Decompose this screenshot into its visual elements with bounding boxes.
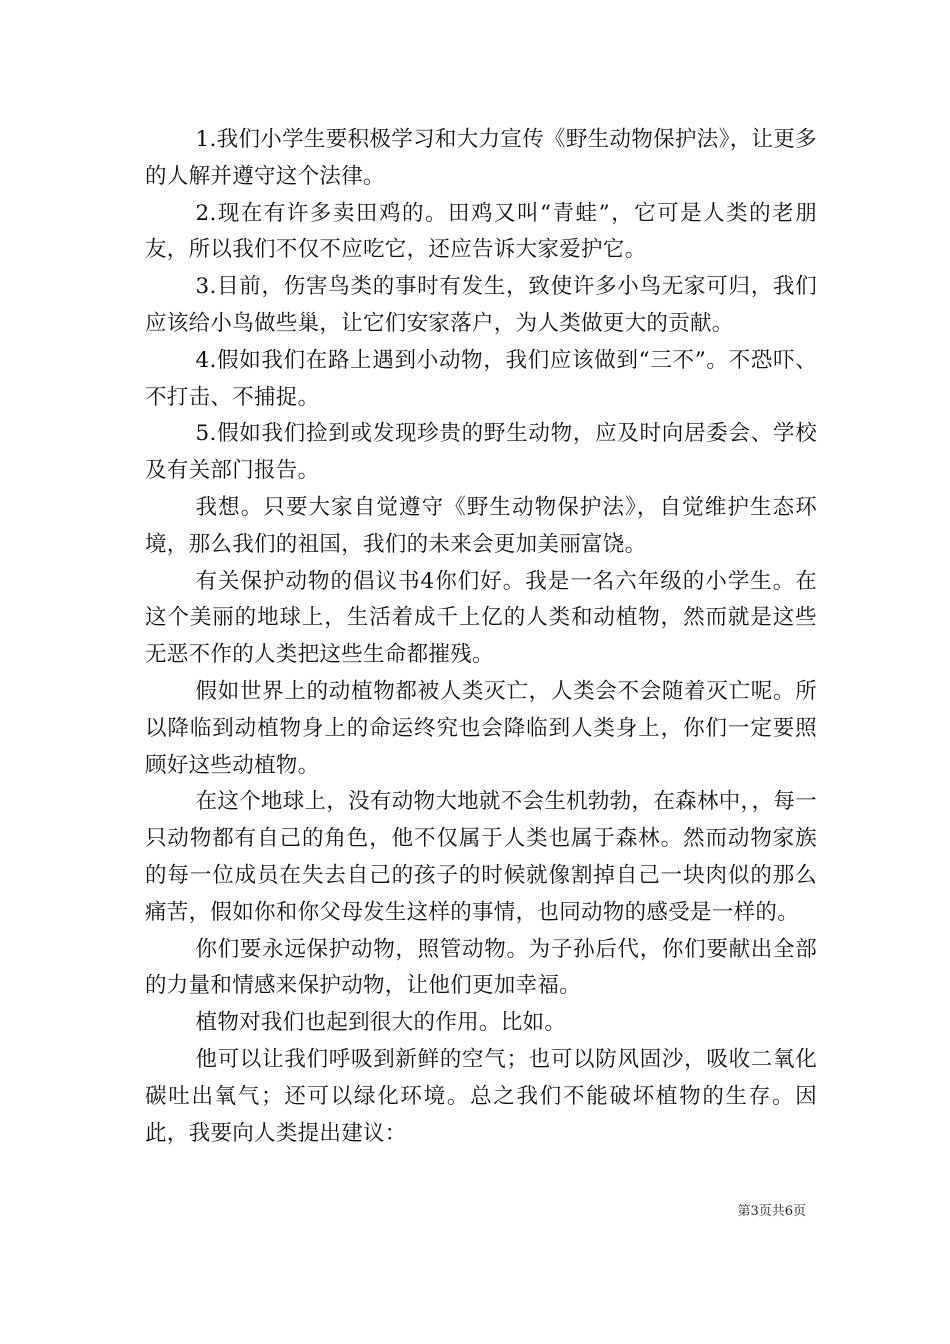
paragraph-12: 他可以让我们呼吸到新鲜的空气；也可以防风固沙，吸收二氧化碳吐出氧气；还可以绿化环境。总之我们不能破坏植物的生存。因此，我要向人类提出建议：: [145, 1046, 817, 1146]
paragraph-6: 我想。只要大家自觉遵守《野生动物保护法》，自觉维护生态环境，那么我们的祖国，我们的未来会更加美丽富饶。: [145, 494, 817, 557]
paragraph-3: 3.目前，伤害鸟类的事时有发生，致使许多小鸟无家可归，我们应该给小鸟做些巢，让它们安家落户，为人类做更大的贡献。: [145, 274, 817, 336]
paragraph-8: 假如世界上的动植物都被人类灭亡，人类会不会随着灭亡呢。所以降临到动植物身上的命运终究也会降临到人类身上，你们一定要照顾好这些动植物。: [145, 678, 817, 778]
paragraph-1: 1.我们小学生要积极学习和大力宣传《野生动物保护法》，让更多的人解并遵守这个法律。: [145, 127, 817, 189]
paragraph-2: 2.现在有许多卖田鸡的。田鸡又叫“青蛙”，它可是人类的老朋友，所以我们不仅不应吃它，还应告诉大家爱护它。: [145, 200, 817, 263]
document-body: [145, 122, 817, 1152]
paragraph-4: 4.假如我们在路上遇到小动物，我们应该做到“三不”。不恐吓、不打击、不捕捉。: [145, 347, 817, 410]
paragraph-5: 5.假如我们捡到或发现珍贵的野生动物，应及时向居委会、学校及有关部门报告。: [145, 421, 817, 484]
paragraph-11: 植物对我们也起到很大的作用。比如。: [195, 1010, 567, 1036]
page-number-footer: 第3页共6页: [737, 1204, 806, 1219]
paragraph-9: 在这个地球上，没有动物大地就不会生机勃勃，在森林中，，每一只动物都有自己的角色，他不仅属于人类也属于森林。然而动物家族的每一位成员在失去自己的孩子的时候就像割掉自己一块肉似的那么痛苦，假如你和你父母发生这样的事情，也同动物的感受是一样的。: [145, 789, 817, 925]
paragraph-7: 有关保护动物的倡议书4你们好。我是一名六年级的小学生。在这个美丽的地球上，生活着成千上亿的人类和动植物，然而就是这些无恶不作的人类把这些生命都摧残。: [145, 568, 817, 668]
paragraph-10: 你们要永远保护动物，照管动物。为子孙后代，你们要献出全部的力量和情感来保护动物，让他们更加幸福。: [145, 936, 817, 999]
